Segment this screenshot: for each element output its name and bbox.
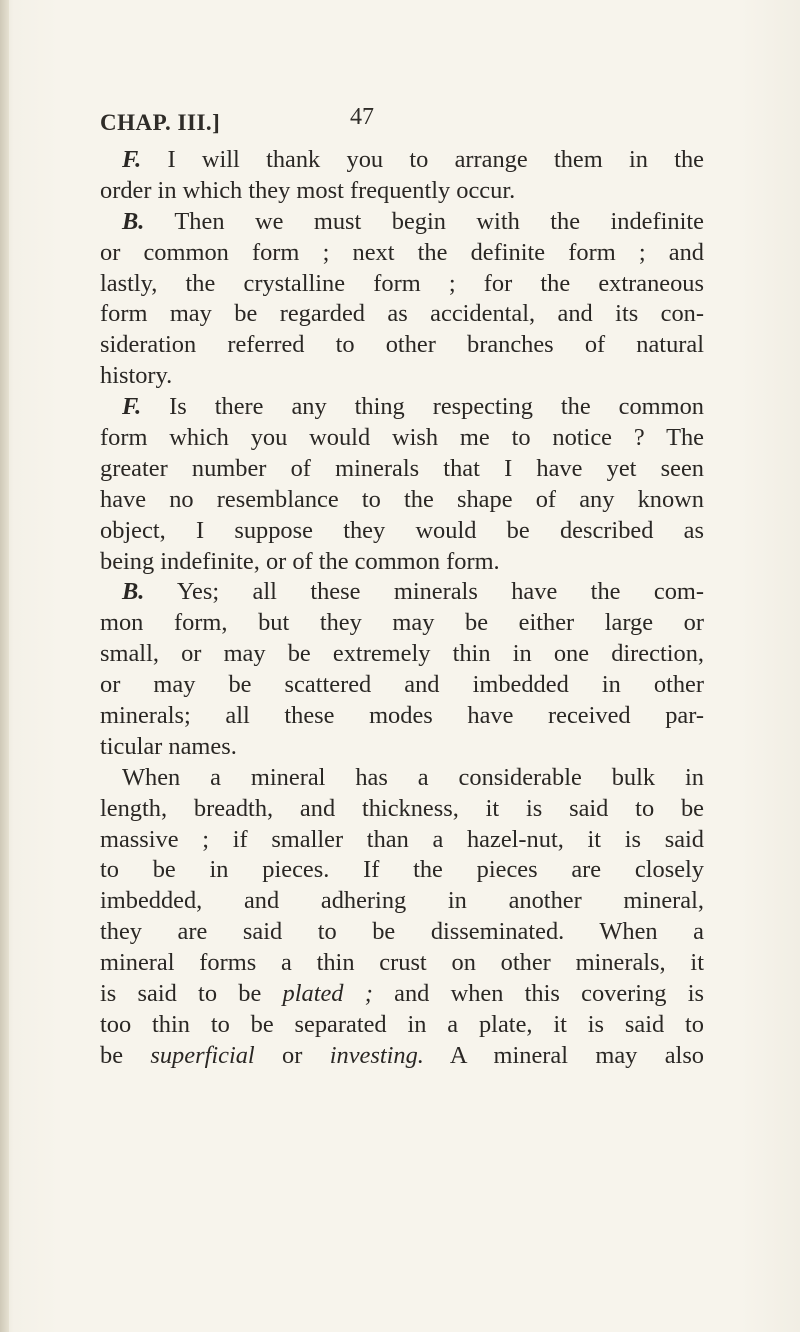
text-line	[100, 238, 704, 269]
text-line	[100, 485, 704, 516]
text-segment: imbedded, and adhering in another mineral,	[100, 887, 704, 915]
text-line	[100, 269, 704, 300]
text-line	[100, 639, 704, 670]
text-segment: form may be regarded as accidental, and its con-	[100, 300, 704, 328]
text-segment: lastly, the crystalline form ; for the extraneous	[100, 269, 704, 297]
text-line	[100, 454, 704, 485]
text-line	[100, 948, 704, 979]
text-segment: object, I suppose they would be described as	[100, 516, 704, 544]
text-line	[100, 701, 704, 732]
text-segment: A mineral may also	[423, 1041, 705, 1069]
text-segment: is said to be	[100, 980, 283, 1008]
text-line	[100, 763, 704, 794]
text-segment: greater number of minerals that I have yet seen	[100, 454, 704, 482]
text-line	[100, 825, 704, 856]
speaker-label: F.	[122, 393, 142, 421]
text-line	[100, 794, 704, 825]
speaker-label: B.	[122, 578, 145, 606]
text-line	[100, 361, 704, 392]
text-segment: or may be scattered and imbedded in other	[100, 671, 704, 699]
text-line	[100, 732, 704, 763]
text-segment: form which you would wish me to notice ? The	[100, 424, 704, 452]
text-segment: mineral forms a thin crust on other minerals, it	[100, 949, 704, 977]
text-segment: minerals; all these modes have received par-	[100, 702, 704, 730]
text-line	[100, 1041, 704, 1072]
page-number: 47	[350, 104, 374, 130]
text-line	[100, 207, 704, 238]
text-line	[100, 299, 704, 330]
text-line	[100, 145, 704, 176]
text-line	[100, 855, 704, 886]
text-segment: I will thank you to arrange them in the	[141, 146, 704, 173]
text-segment: ticular names.	[100, 732, 237, 760]
text-line	[100, 392, 704, 423]
text-line	[100, 176, 704, 207]
text-segment: length, breadth, and thickness, it is said to be	[100, 794, 704, 822]
text-line	[100, 670, 704, 701]
text-line	[100, 330, 704, 361]
text-segment: massive ; if smaller than a hazel-nut, it is said	[100, 825, 704, 853]
italic-term: investing.	[329, 1041, 424, 1069]
text-segment: being indefinite, or of the common form.	[100, 547, 500, 575]
text-line	[100, 886, 704, 917]
text-segment: sideration referred to other branches of natural	[100, 331, 704, 359]
text-line	[100, 577, 704, 608]
text-segment: and when this covering is	[372, 980, 704, 1008]
binding-edge	[0, 0, 9, 1332]
text-segment: order in which they most frequently occur.	[100, 176, 516, 204]
speaker-label: F.	[122, 146, 142, 173]
text-line	[100, 516, 704, 547]
text-segment: or common form ; next the definite form ; and	[100, 238, 704, 266]
text-line	[100, 608, 704, 639]
running-head: CHAP. III.]	[100, 110, 221, 135]
text-segment: Is there any thing respecting the common	[141, 393, 704, 421]
text-line	[100, 979, 704, 1010]
text-segment: mon form, but they may be either large or	[100, 609, 704, 637]
text-segment: to be in pieces. If the pieces are closely	[100, 856, 704, 884]
text-segment: too thin to be separated in a plate, it is said to	[100, 1010, 704, 1038]
italic-term: plated ;	[282, 980, 373, 1008]
text-segment: small, or may be extremely thin in one direction,	[100, 640, 704, 668]
page-header	[100, 104, 700, 144]
text-segment: Yes; all these minerals have the com-	[144, 578, 704, 606]
italic-term: superficial	[150, 1041, 255, 1069]
text-segment: they are said to be disseminated. When a	[100, 918, 704, 946]
text-segment: or	[254, 1041, 330, 1069]
text-segment: be	[100, 1041, 151, 1069]
speaker-label: B.	[122, 207, 145, 235]
text-line	[100, 1010, 704, 1041]
text-line	[100, 547, 704, 578]
text-segment: Then we must begin with the indefinite	[144, 207, 704, 235]
text-line	[100, 917, 704, 948]
text-line	[100, 423, 704, 454]
text-segment: When a mineral has a considerable bulk in	[122, 763, 704, 791]
text-segment: have no resemblance to the shape of any known	[100, 485, 704, 513]
body-text	[100, 145, 704, 1072]
text-segment: history.	[100, 362, 173, 390]
